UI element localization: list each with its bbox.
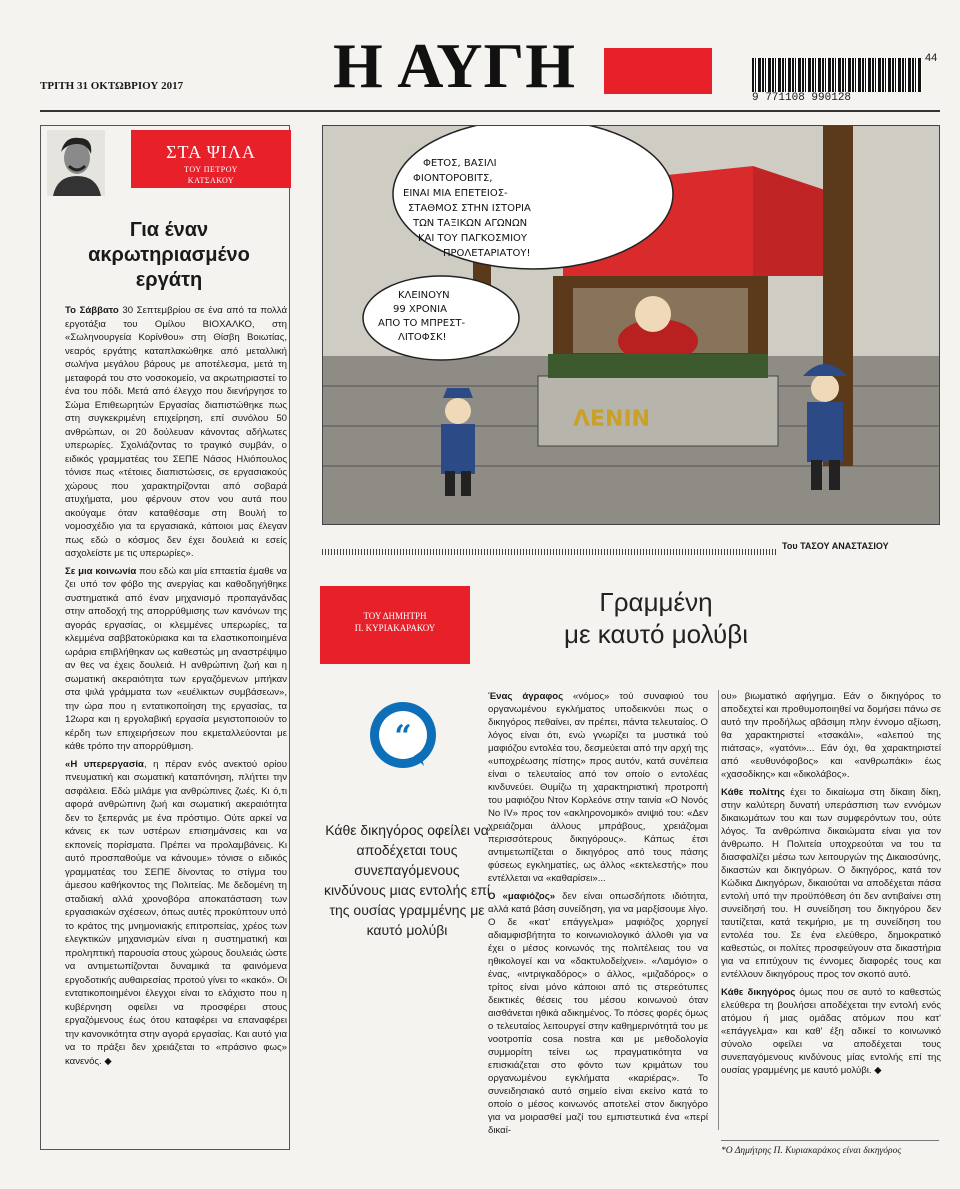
paragraph-text: όμως που σε αυτό το καθεστώς ελεύθερα τη βουλήσει αποδέχεται την εντολή ενός ατόμου ή μιας ομάδας ατόμων που κατ' «επάγγελμα» και καθ' έξη αδικεί το κοινωνικό σύνολο οφείλει να αποδέχεται τους συνεπαγόμενους κινδύνους μίας εντολής επί της ουσίας γραμμένης με καυτό μολύβι. [721, 987, 942, 1076]
paragraph [65, 565, 287, 754]
paragraph-text: ου» βιωματικό αφήγημα. Εάν ο δικηγόρος το αποδεχτεί και προθυμοποιηθεί να δομήσει πάνω σε αυτό την προδήλως αβάσιμη πλην έννομο αξίωση, θα χαρακτηριστεί «τσακάλι», «αλεπού της πιάτσας», «γατόνι»... Εάν όχι, θα χαρακτηριστεί από «ευθυνόφοβος» και «ανθρωπάκι» έως «χασοδίκης» και «δικολάβος». [721, 691, 941, 780]
masthead-red-block [604, 48, 712, 94]
rubric-box [131, 130, 291, 188]
footnote-rule [721, 1140, 939, 1141]
paragraph [488, 690, 708, 885]
paragraph-text: δεν είναι οπωσδήποτε ιδιότητα, αλλά κατά βάση συνείδηση, για να μαρξίσουμε λίγο. Ο δε «κατ' επάγγελμα» μαφιόζος χορηγεί αδιαμφισβήτητα το κοινωνιολογικό άλλοθι για να έχει ο μέσος κοινωνός της πολιτέλειας του να ηθικολογεί και να «δακτυλοδείχνει». «Λαμόγιο» ο ένας, «ιντριγκαδόρος» ο άλλος, «μιζαδόρος» ο τρίτος είναι μόνο κάποιοι από τις στερεότυπες δεικτικές θέσεις του μέσου κοινωνού όταν αισθάνεται ηθικά αδικημένος. Το πόσες φορές όμως ο τελευταίος λειτουργεί στην καθημερινότητά του με νοοτροπία cosa nostra και με μεθοδολογία συμμορίτη τείνει ως πραγματικότητα να επισκιάζεται στο φόντο των κριμάτων του οργανωμένου εγκλήματα «καριέρας». Το συνειδησιακό αυτό σημείο είναι εκείνο κατά το οποίο ο μέσος κοινωνός αποτελεί στον δικηγόρο για να μοιρασθεί μαζί του εμπιστευτικά ένα «περί δικαί- [488, 891, 708, 1136]
cartoon-rule [322, 549, 777, 555]
paragraph-text: 30 Σεπτεμβρίου σε ένα από τα πολλά εργοτάξια του Ομίλου ΒΙΟΧΑΛΚΟ, στη «Σωληνουργεία Κορίνθου» στη Θίσβη Βοιωτίας, νεαρός εργάτης καταπλακώθηκε από μεταλλική σωλήνα μεγάλου βάρους με αποτέλεσμα, μετά τη μεταφορά του στο νοσοκομείο, να ακρωτηριαστεί το ένα του πόδι. Μετά από έλεγχο που διενήργησε το Σώμα Επιθεωρητών Εργασίας διαπιστώθηκε πως στη συγκεκριμένη επιχείρηση, επί συνόλου 50 ανθρώπων, οι 20 δούλευαν κάνοντας αδήλωτες υπερωρίες. Σχολιάζοντας το τραγικό συμβάν, ο ειδικός γραμματέας του ΣΕΠΕ Νάσος Ηλιόπουλος τόνισε πως «τέτοιες διαπιστώσεις, σε εργασιακούς χώρους που χαρακτηρίζονται από σοβαρά ατυχήματα, μου φέρνουν στον νου αυτά που ακούγαμε όταν καταθέσαμε στη Βουλή το νομοσχέδιο για τα εργασιακά, κάποιοι μας έλεγαν πως εδώ ο κόσμος δεν έχει δουλειά κι εσείς ασχολείστε με τις υπερωρίες». [65, 305, 287, 559]
bubble-line: ΦΕΤΟΣ, ΒΑΣΙΛΙ [423, 158, 497, 169]
svg-text:“: “ [394, 719, 412, 754]
paragraph [65, 758, 287, 1069]
issue-number: 44 [925, 52, 938, 64]
barcode [752, 58, 922, 92]
cartoon-credit: Του ΤΑΣΟΥ ΑΝΑΣΤΑΣΙΟΥ [782, 541, 889, 551]
paragraph [721, 786, 941, 981]
bubble-line: ΤΩΝ ΤΑΞΙΚΩΝ ΑΓΩΝΩΝ [413, 218, 528, 229]
top-rule [40, 110, 940, 112]
article-column-mid [488, 690, 708, 1142]
cartoon-illustration [323, 126, 940, 525]
paragraph [721, 690, 941, 781]
barcode-number: 9 771108 990128 [752, 92, 852, 104]
byline-line2: ΚΑΤΣΑΚΟΥ [187, 176, 235, 185]
article-column-right [721, 690, 941, 1082]
quote-icon [368, 700, 438, 770]
left-article-title: Για έναν ακρωτηριασμένο εργάτη [88, 219, 250, 291]
paragraph-text: έχει το δικαίωμα στη δίκαιη δίκη, στην καλύτερη δυνατή υπεράσπιση των εννόμων δικαιωμάτων του και των συμφερόντων του, ούτε λόγος. Τα ανθρώπινα δικαιώματα είναι για τον άνθρωπο. Η Πολιτεία υποχρεούται να του τα διασφαλίζει μέσω των λειτουργών της Δικαιοσύνης, δικαστών και δικηγόρων. Ο δικηγόρος, κατά τον Κώδικα Δικηγόρων, δικαιούται να αποδέχεται πάσα εντολή υπό την προϋπόθεση ότι δεν αντιβαίνει στη συνείδησή του. Η συνείδηση του δικηγόρου δεν ταυτίζεται, κατά τεκμήριο, με τη συνείδηση του εντολέα του. Σε ένα ελεύθερο, δημοκρατικό καθεστώς, οι πολίτες προσφεύγουν στα δικαστήρια για να επιτύχουν τις έννομες διαφορές τους και εντέλλουν δικηγόρους προς τον σκοπό αυτό. [721, 787, 941, 980]
issue-date: ΤΡΙΤΗ 31 ΟΚΤΩΒΡΙΟΥ 2017 [40, 80, 184, 92]
paragraph-lead: Σε μια κοινωνία [65, 565, 137, 577]
cartoon [322, 125, 940, 525]
paragraph-lead: Το Σάββατο [65, 305, 119, 316]
paragraph [65, 304, 287, 561]
newspaper-title: Η ΑΥΓΗ [333, 30, 576, 101]
bubble-line: ΦΙΟΝΤΟΡΟΒΙΤΣ, [413, 173, 493, 184]
paragraph-lead: Ένας άγραφος [488, 691, 564, 702]
bubble-small-line: 99 ΧΡΟΝΙΑ [393, 304, 447, 315]
article-byline-line1: ΤΟΥ ΔΗΜΗΤΡΗ [363, 611, 427, 621]
tomb-label: ΛΕΝΙΝ [573, 407, 651, 432]
article-title [486, 586, 826, 650]
bubble-line: ΚΑΙ ΤΟΥ ΠΑΓΚΟΣΜΙΟΥ [418, 233, 528, 244]
bubble-small-line: ΚΛΕΙΝΟΥΝ [398, 290, 450, 301]
paragraph-lead: «Η υπερεργασία [65, 758, 144, 770]
byline-line1: ΤΟΥ ΠΕΤΡΟΥ [184, 165, 238, 174]
bubble-small-line: ΑΠΟ ΤΟ ΜΠΡΕΣΤ- [378, 318, 466, 329]
bubble-small-line: ΛΙΤΟΦΣΚ! [398, 332, 447, 343]
bubble-line: ΣΤΑΘΜΟΣ ΣΤΗΝ ΙΣΤΟΡΙΑ [408, 203, 531, 214]
pull-quote: Κάθε δικηγόρος οφείλει να αποδέχεται τους συνεπαγόμενους κινδύνους μιας εντολής επί της ουσίας γραμμένης με καυτό μολύβι [323, 822, 491, 938]
author-footnote: *Ο Δημήτρης Π. Κυριακαράκος είναι δικηγόρος [721, 1146, 902, 1156]
left-column [40, 125, 290, 1150]
bubble-line: ΕΙΝΑΙ ΜΙΑ ΕΠΕΤΕΙΟΣ- [403, 188, 508, 199]
paragraph-lead: Κάθε πολίτης [721, 787, 785, 798]
article-byline-line2: Π. ΚΥΡΙΑΚΑΡΑΚΟΥ [354, 623, 436, 633]
paragraph [721, 986, 941, 1077]
paragraph-text: , η πέραν ενός ανεκτού ορίου πνευματική και σωματική καταπόνηση, πλήττει την ασφάλεια. Εδώ μιλάμε για ανθρώπινες ζωές. Κι ό,τι αφορά ανθρώπινη ζωή και σωματική ακεραιότητα δεν το ξεπερνάς με ένα πρόστιμο. Ούτε αρκεί να κάνεις εκ των υστέρων επισημάνσεις και να εκπονείς πορίσματα. Πρέπει να προλαμβάνεις. Κι αυτό προσπαθούμε να κάνουμε» τόνισε ο ειδικός γραμματέας του ΣΕΠΕ δίνοντας το στίγμα του άμεσου καθήκοντος της Πολιτείας. Με δεδομένη τη σταδιακή αλλά χρονοβόρα αποκατάσταση των εργασιακών σχέσεων, όπως αυτές προκύπτουν υπό το κράτος της μνημονιακής επιτροπείας, χρέος των ελεγκτικών μηχανισμών είναι η συστηματική και προληπτική παρουσία στους χώρους δουλειάς ώστε να αντιμετωπίζονται δυναμικά τα φαινόμενα εργοδοτικής αυθαιρεσίας προτού γίνει το «κακό». Οι εντατικοποιημένοι έλεγχοι είναι το ελάχιστο που η κυβέρνηση οφείλει να προσφέρει στους εργαζόμενους έως ότου καταφέρει να επαναφέρει την κανονικότητα στην αγορά εργασίας. Και αυτό για να το πράξει δεν χρειάζεται το «πράσινο φως» κανενός. [65, 758, 288, 1067]
paragraph-lead: Ο «μαφιόζος» [488, 891, 556, 902]
paragraph-text: που εδώ και μία επταετία έμαθε να ζει υπό τον φόβο της ανεργίας και καθοδηγήθηκε συστηματικά από έναν μηχανισμό προπαγάνδας στην αποδοχή της απορρύθμισης των κανόνων της αγοράς εργασίας, οι κλεμμένες υπερωρίες, τα κλεμμένα σαββατοκύριακα και τα ελαστικοποιημένα ωράρια επιβλήθηκαν ως καθεστώς μη αναστρέψιμο αν θες να έχεις δουλειά. Η ανθρώπινη ζωή και η σωματική ακεραιότητα των εργαζόμενων μπήκαν στα ψιλά γράμματα των «ευέλικτων συμβάσεων», την ώρα που η εντατικοποίηση της εργασίας, τα 12ωρα και η εργολαβική εργασία μεγιστοποιούν το κέρδη των επιχειρήσεων που εκμεταλλεύονται με κάθε τρόπο την απορρύθμιση. [65, 565, 287, 752]
rubric-title: ΣΤΑ ΨΙΛΑ [166, 142, 256, 162]
paragraph-lead: Κάθε δικηγόρος [721, 987, 796, 998]
paragraph [488, 890, 708, 1137]
article-byline-box [320, 586, 470, 664]
bubble-line: ΠΡΟΛΕΤΑΡΙΑΤΟΥ! [443, 248, 531, 259]
article-title-line2: με καυτό μολύβι [564, 619, 748, 649]
end-mark-icon: ◆ [874, 1065, 882, 1076]
column-header [41, 126, 291, 200]
column-rule [718, 690, 719, 1130]
article-title-line1: Γραμμένη [599, 587, 713, 617]
masthead [0, 0, 960, 104]
end-mark-icon: ◆ [104, 1055, 112, 1067]
left-article-body [65, 304, 287, 1072]
author-photo [47, 130, 105, 196]
paragraph-text: «νόμος» τού συναφιού του οργανωμένου εγκλήματος υποδεικνύει πως ο δικηγόρος πεθαίνει, αν πρέπει, πάντα τελευταίος. Ο λόγος είναι ότι, ενώ γνωρίζει τα μυστικά τού μαφιόζου εντολέα του, δεσμεύεται από την αρχή της «υποχρέωσης πίστης» προς αυτόν, κατά συνέπεια είναι ο τελευταίος από τον οποίο ο εντολέας κινδυνεύει. Θυμίζω τη χαρακτηριστική προτροπή του μαφιόζου Ντον Κορλεόνε στην ταινία «Ο Νονός Νο IV» προς τον «ακληρονομικό» ανιψιό του: «Δεν χρειάζομαι άλλους μπράβους, χρειάζομαι περισσότερους δικηγόρους». Κάπως έτσι αντιμετωπίζεται ο δικηγόρος από τους πάσης φύσεως εγκληματίες, ως άλλος «εκτελεστής» που εντέλλεται να «καθαρίσει»... [488, 691, 708, 884]
